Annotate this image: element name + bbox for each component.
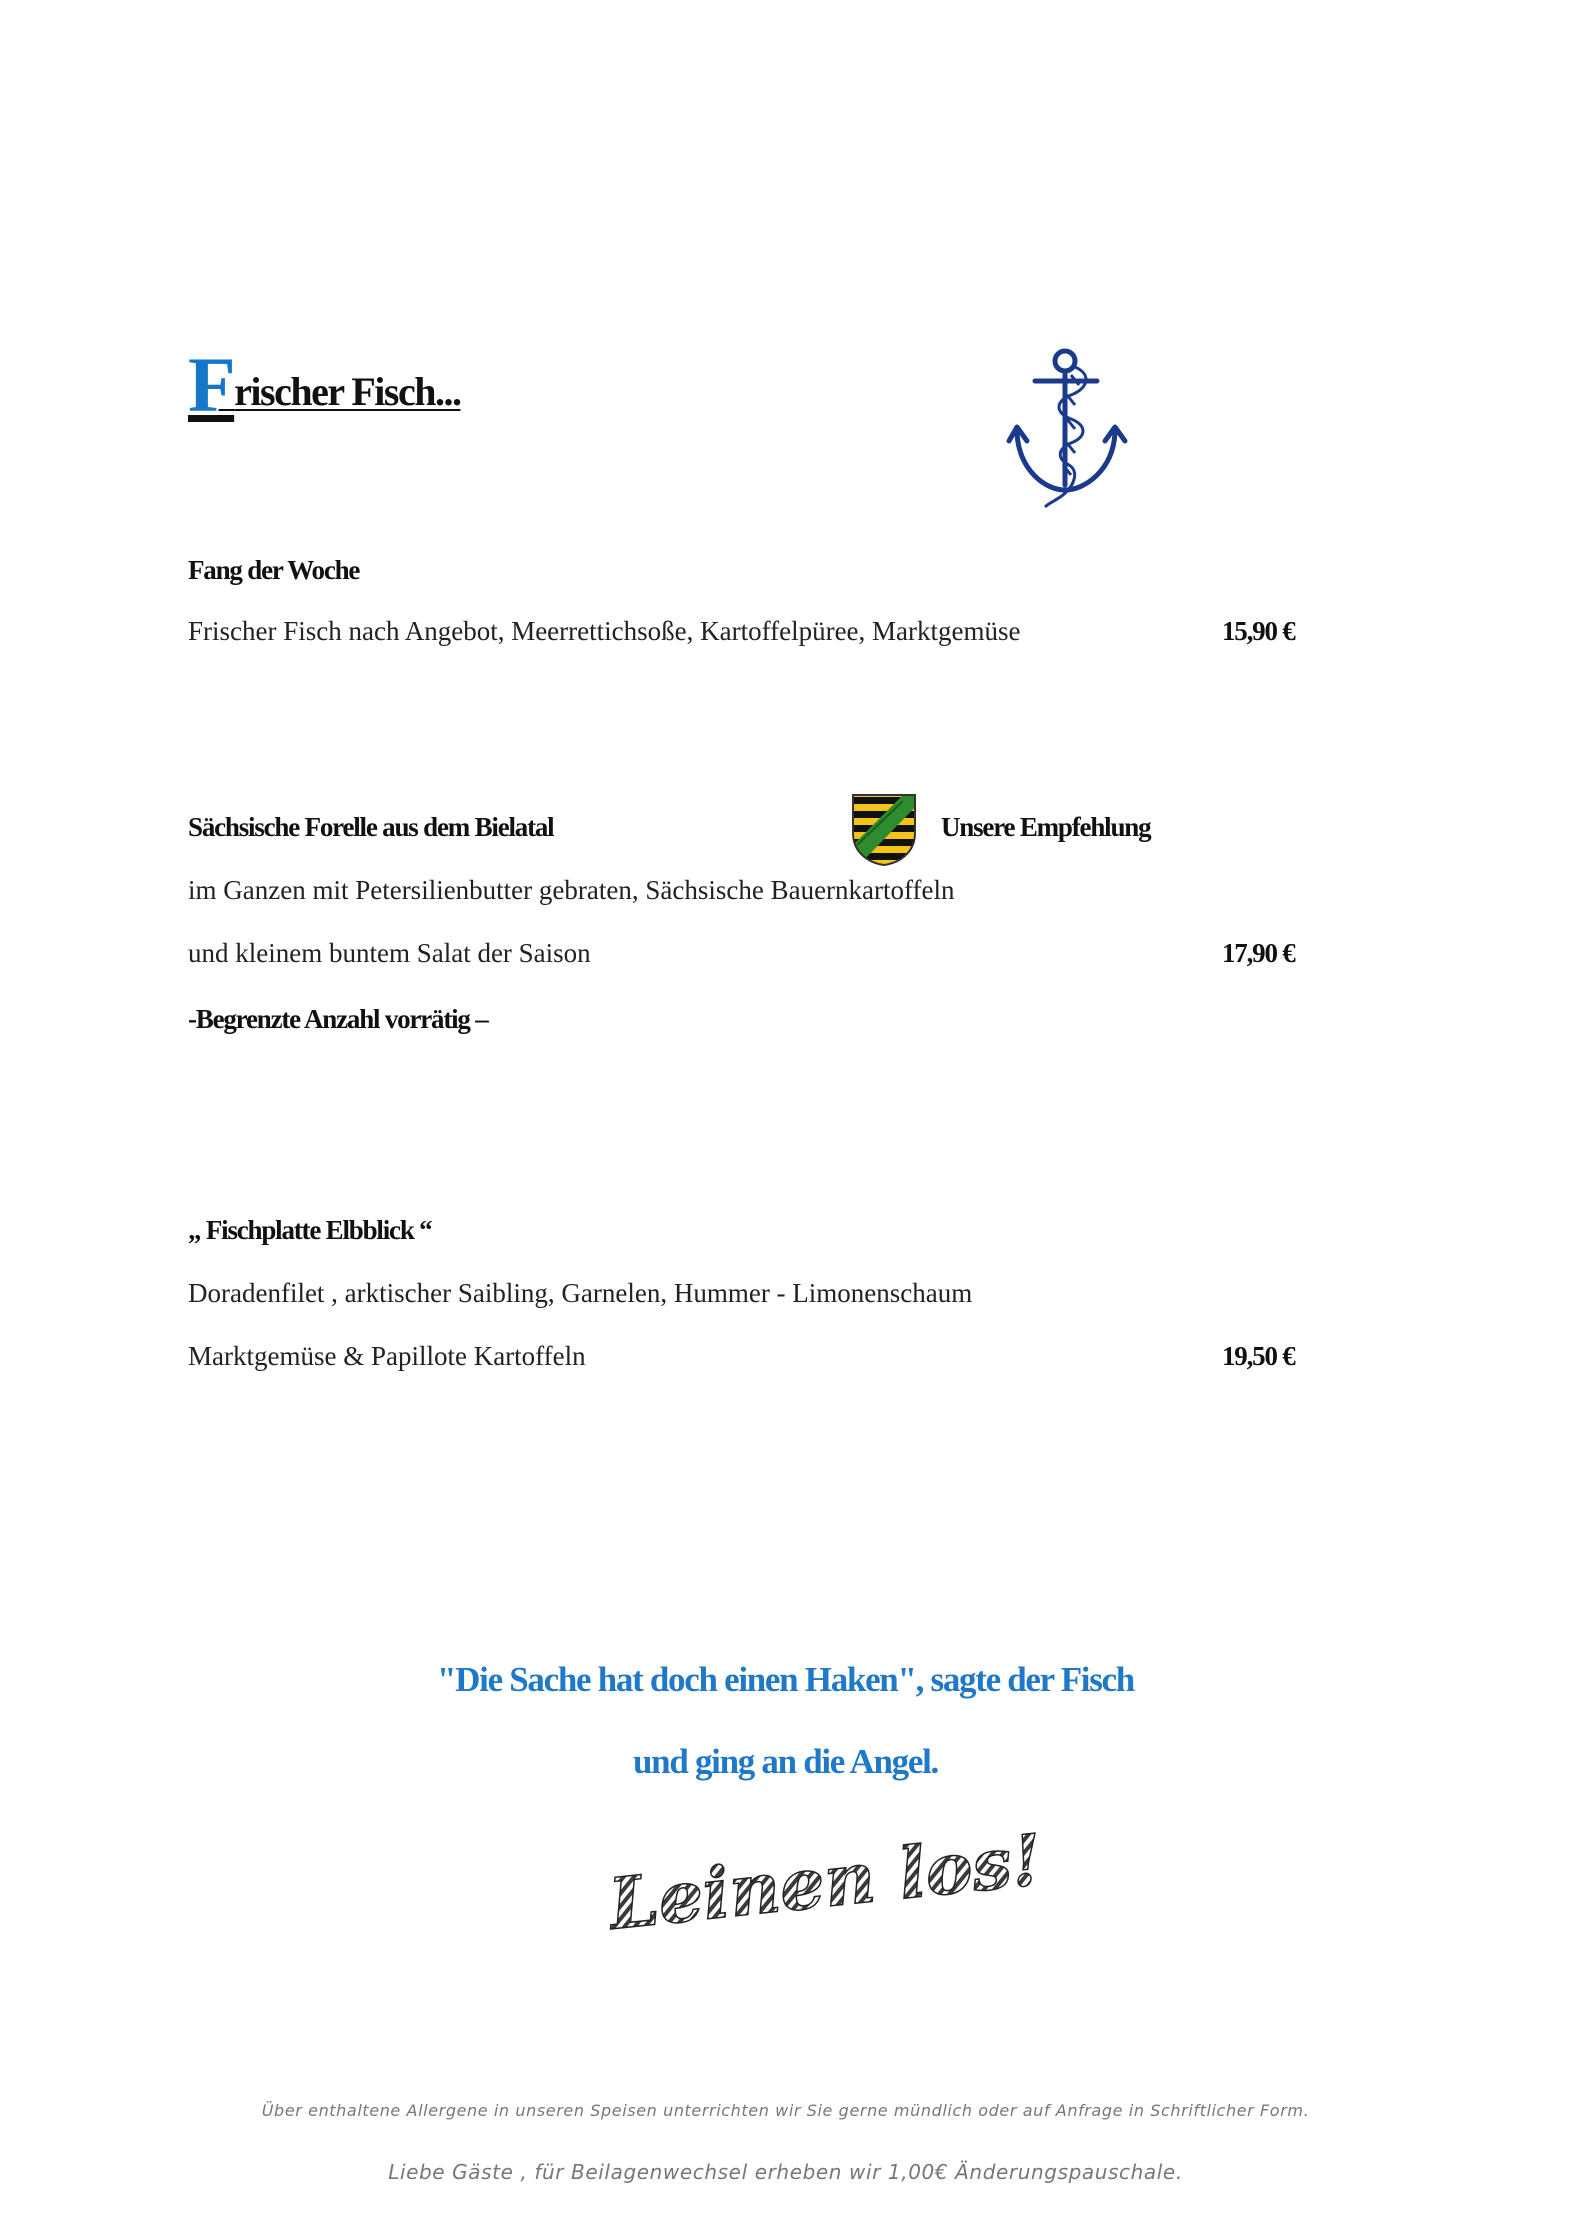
page-title — [188, 340, 461, 430]
saxony-coat-of-arms — [851, 793, 917, 867]
quote-line-2: und ging an die Angel. — [633, 1742, 938, 1781]
rope-lettering — [600, 1817, 1046, 1946]
dish-description: Marktgemüse & Papillote Kartoffeln — [188, 1341, 586, 1371]
dish-name-forelle: Sächsische Forelle aus dem Bielatal — [188, 812, 554, 842]
dish-name-fischplatte: „ Fischplatte Elbblick “ — [188, 1215, 432, 1245]
recommendation-badge: Unsere Empfehlung — [941, 812, 1151, 842]
title-rest: rischer Fisch... — [234, 369, 461, 414]
allergen-notice: Über enthaltene Allergene in unseren Speisen unterrichten wir Sie gerne mündlich oder auf Anfrage in Schriftlicher Form. — [261, 2101, 1310, 2120]
dish-price: 15,90 € — [1222, 616, 1295, 646]
rope-lettering-text: Leinen los! — [605, 1817, 1046, 1946]
dish-description: im Ganzen mit Petersilienbutter gebraten, Sächsische Bauernkartoffeln — [188, 875, 955, 905]
limited-note: -Begrenzte Anzahl vorrätig – — [188, 1004, 488, 1034]
dish-description: Frischer Fisch nach Angebot, Meerrettichsoße, Kartoffelpüree, Marktgemüse — [188, 616, 1021, 646]
dish-price: 17,90 € — [1222, 938, 1295, 968]
dish-price: 19,50 € — [1222, 1341, 1295, 1371]
surcharge-notice: Liebe Gäste , für Beilagenwechsel erheben wir 1,00€ Änderungspauschale. — [388, 2160, 1183, 2184]
dish-description: und kleinem buntem Salat der Saison — [188, 938, 591, 968]
anchor-icon — [1005, 345, 1135, 510]
dish-name-fang-der-woche: Fang der Woche — [188, 555, 360, 585]
dish-description: Doradenfilet , arktischer Saibling, Garnelen, Hummer - Limonenschaum — [188, 1278, 973, 1308]
title-initial: F — [188, 341, 235, 428]
quote-line-1: "Die Sache hat doch einen Haken", sagte der Fisch — [437, 1660, 1134, 1699]
